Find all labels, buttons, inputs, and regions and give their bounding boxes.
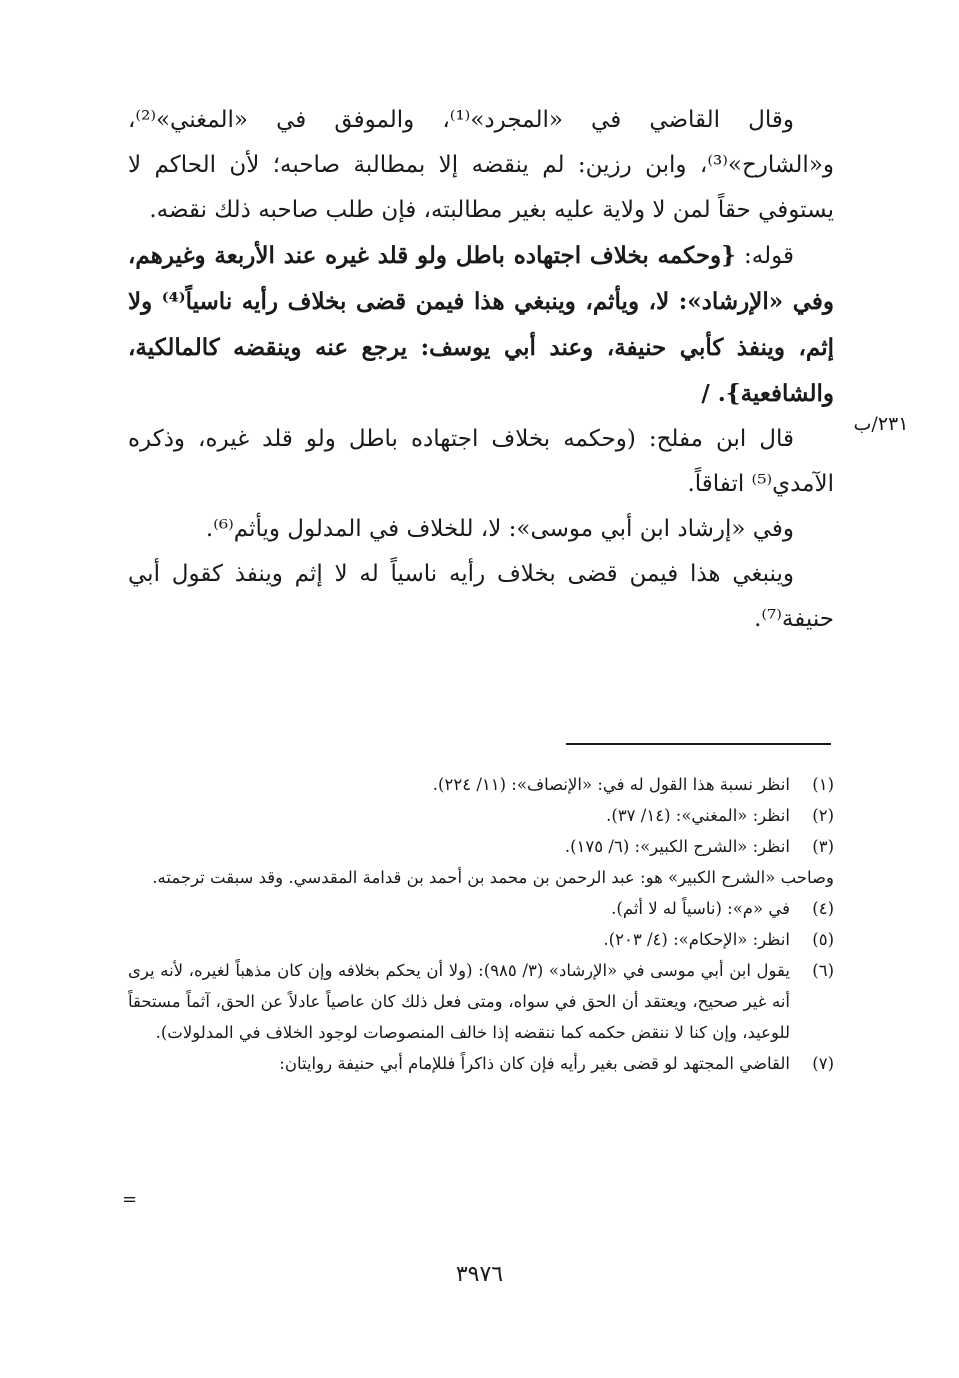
footnote-number: (١)	[812, 775, 834, 794]
footnote-text: انظر: «الشرح الكبير»: (٦/ ١٧٥).	[564, 837, 790, 856]
footnote-3-continuation: وصاحب «الشرح الكبير» هو: عبد الرحمن بن محمد بن أحمد بن قدامة المقدسي. وقد سبقت ترجمته.	[152, 868, 834, 887]
paragraph-2-intro: قوله:	[735, 243, 794, 269]
continuation-mark: =	[122, 1189, 138, 1210]
footnote-text: انظر نسبة هذا القول له في: «الإنصاف»: (١١/ ٢٢٤).	[432, 775, 790, 794]
footnote-text: انظر: «الإحكام»: (٤/ ٢٠٣).	[603, 930, 790, 949]
quoted-matn: {وحكمه بخلاف اجتهاده باطل ولو قلد غيره عند الأربعة وغيرهم، وفي «الإرشاد»: لا، ويأثم، وينبغي هذا فيمن قضى بخلاف رأيه ناسياً⁽⁴⁾ ولا إثم، وينفذ كأبي حنيفة، وعند أبي يوسف: يرجع عنه وينقضه كالمالكية، والشافعية}. /	[128, 242, 834, 407]
footnote-text: القاضي المجتهد لو قضى بغير رأيه فإن كان ذاكراً فللإمام أبي حنيفة روايتان:	[279, 1054, 790, 1073]
footnote-6	[128, 955, 834, 1048]
footnote-number: (٢)	[812, 806, 834, 825]
page-number: ٣٩٧٦	[455, 1262, 504, 1287]
footnote-divider	[566, 743, 831, 745]
paragraph-3: قال ابن مفلح: (وحكمه بخلاف اجتهاده باطل ولو قلد غيره، وذكره الآمدي⁽⁵⁾ اتفاقاً.	[128, 426, 834, 497]
footnote-text: يقول ابن أبي موسى في «الإرشاد» (٣/ ٩٨٥): (ولا أن يحكم بخلافه وإن كان مذهباً لغيره، لأنه يرى أنه غير صحيح، ويعتقد أن الحق في سواه، ومتى فعل ذلك كان عاصياً عادلاً عن الحق، آثماً مستحقاً للوعيد، وإن كنا لا ننقض حكمه كما ننقضه إذا خالف المنصوصات لوجود الخلاف في المدلولات).	[128, 961, 790, 1042]
paragraph-2	[128, 233, 834, 417]
footnote-4	[128, 893, 834, 924]
footnote-2	[128, 800, 834, 831]
footnote-number: (٧)	[812, 1054, 834, 1073]
footnote-1	[128, 769, 834, 800]
footnote-text: انظر: «المغني»: (١٤/ ٣٧).	[606, 806, 790, 825]
main-text	[128, 98, 834, 642]
footnote-5	[128, 924, 834, 955]
footnote-number: (٥)	[812, 930, 834, 949]
footnote-text: في «م»: (ناسياً له لا أثم).	[611, 899, 790, 918]
footnote-number: (٤)	[812, 899, 834, 918]
paragraph-1: وقال القاضي في «المجرد»⁽¹⁾، والموفق في «المغني»⁽²⁾، و«الشارح»⁽³⁾، وابن رزين: لم ينقضه إلا بمطالبة صاحبه؛ لأن الحاكم لا يستوفي حقاً لمن لا ولاية عليه بغير مطالبته، فإن طلب صاحبه ذلك نقضه.	[128, 107, 834, 223]
footnote-7	[128, 1048, 834, 1079]
footnote-number: (٦)	[812, 961, 834, 980]
manuscript-folio-note: ٢٣١/ب	[853, 413, 909, 435]
paragraph-4: وفي «إرشاد ابن أبي موسى»: لا، للخلاف في المدلول ويأثم⁽⁶⁾.	[205, 516, 794, 542]
footnotes	[128, 769, 834, 1079]
paragraph-5: وينبغي هذا فيمن قضى بخلاف رأيه ناسياً له لا إثم وينفذ كقول أبي حنيفة⁽⁷⁾.	[128, 561, 834, 632]
footnote-number: (٣)	[812, 837, 834, 856]
footnote-3	[128, 831, 834, 862]
